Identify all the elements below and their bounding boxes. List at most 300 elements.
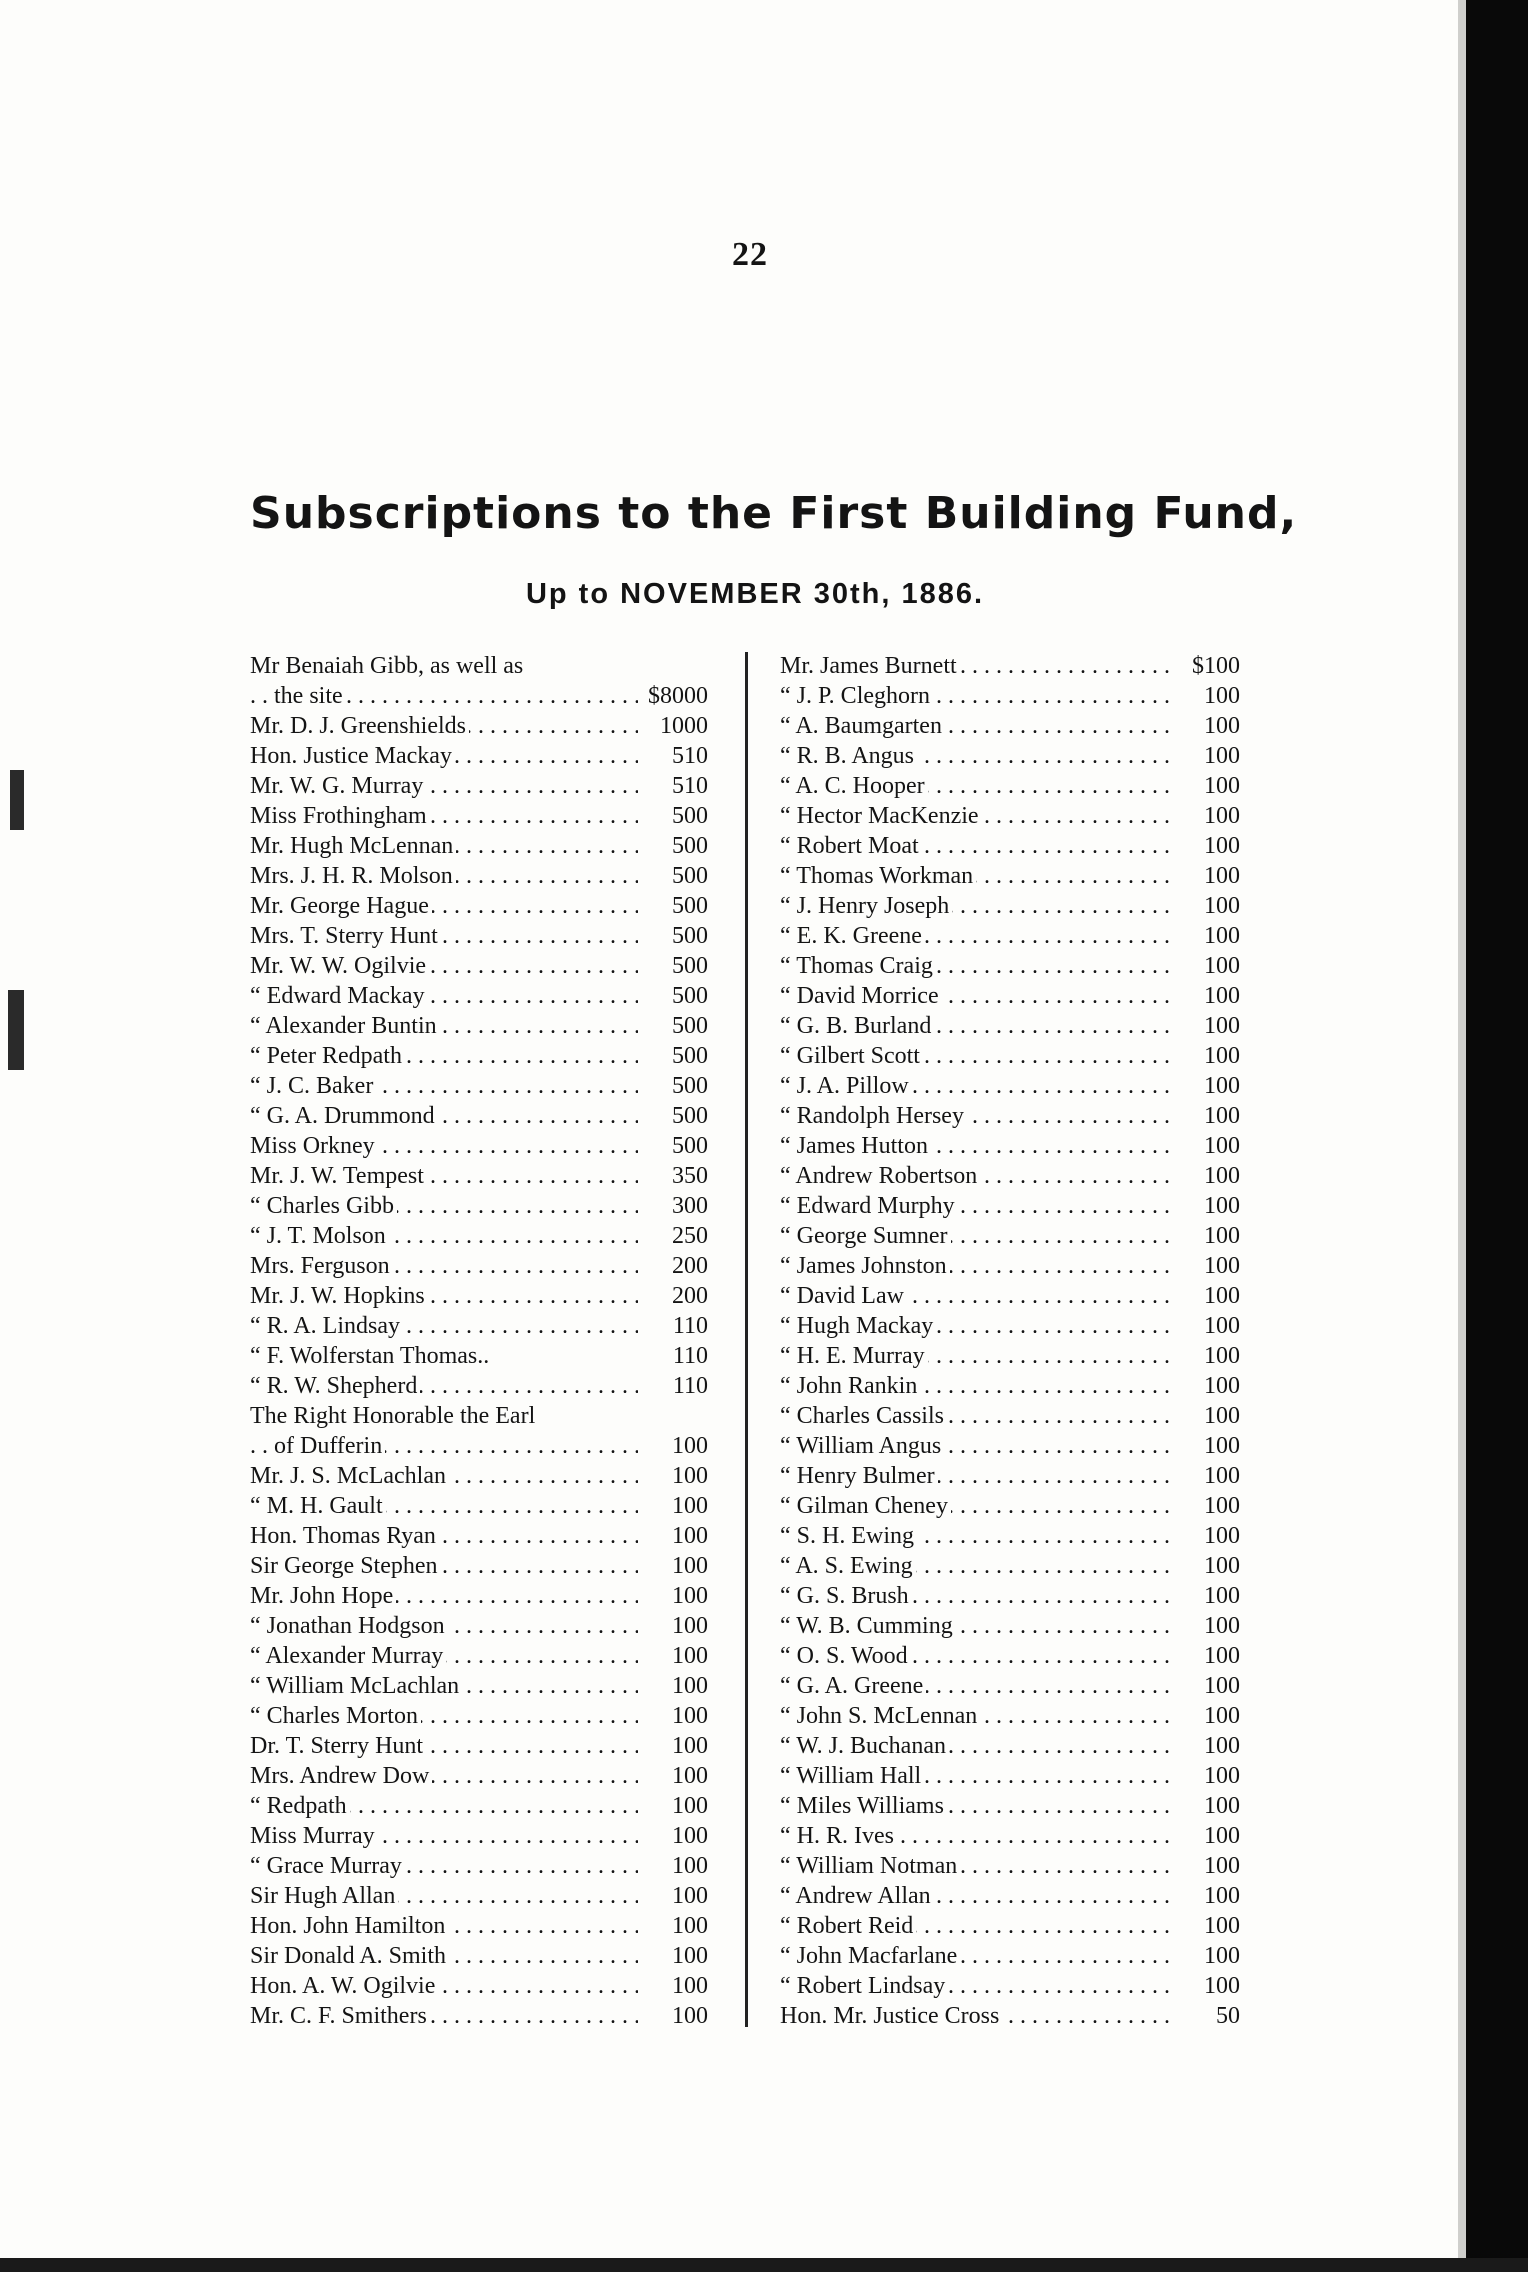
subscription-amount: 100 (638, 1641, 708, 1671)
subscriber-name-text: Mrs. J. H. R. Molson (250, 863, 456, 889)
subscriber-name-text: Miss Frothingham (250, 803, 430, 829)
subscriber-row (250, 1371, 708, 1401)
subscriber-name-text: “ Charles Gibb (250, 1193, 397, 1219)
subscriber-row (250, 1161, 708, 1191)
subscriber-name-text: “ Randolph Hersey (780, 1103, 967, 1129)
scan-artifact (10, 770, 24, 830)
subscriber-row (250, 1341, 708, 1371)
subscriber-row (250, 831, 708, 861)
subscriber-row (250, 1821, 708, 1851)
subscriber-name (250, 1791, 638, 1821)
subscription-amount: 100 (1170, 1671, 1240, 1701)
subscriber-row (780, 801, 1240, 831)
subscriber-name-text: Dr. T. Sterry Hunt (250, 1733, 426, 1759)
subscriber-name-text: “ George Sumner (780, 1223, 951, 1249)
subscriber-name-text: Mr. J. S. McLachlan (250, 1463, 449, 1489)
subscriber-name-text: Mr. J. W. Hopkins (250, 1283, 428, 1309)
subscription-amount: 100 (638, 1761, 708, 1791)
subscriber-name (250, 891, 638, 921)
subscription-amount: 100 (1170, 1971, 1240, 2001)
subscription-amount: 100 (638, 1941, 708, 1971)
subscriber-name-text: the site (274, 683, 346, 709)
subscriber-name-text: “ Miles Williams (780, 1793, 947, 1819)
subscription-amount: 100 (1170, 861, 1240, 891)
subscriber-name (250, 1611, 638, 1641)
subscriber-name (780, 1701, 1170, 1731)
subscription-amount: 110 (638, 1371, 708, 1401)
subscriber-name (250, 1641, 638, 1671)
subscription-amount: 110 (638, 1341, 708, 1371)
subscriber-name (250, 1881, 638, 1911)
subscription-amount: 100 (1170, 1611, 1240, 1641)
subscriber-list-left (250, 651, 708, 2031)
subscriber-name (780, 1581, 1170, 1611)
subscriber-name-text: “ W. B. Cumming (780, 1613, 956, 1639)
subscriber-name-text: Miss Murray (250, 1823, 378, 1849)
subscriber-name (780, 891, 1170, 921)
subscriber-row (250, 801, 708, 831)
subscriber-name (780, 1731, 1170, 1761)
subscriber-row (780, 1191, 1240, 1221)
subscriber-row (780, 921, 1240, 951)
subscriber-row (250, 1041, 708, 1071)
subscriber-name-text: “ S. H. Ewing (780, 1523, 917, 1549)
subscriber-row (250, 2001, 708, 2031)
subscription-amount: 100 (1170, 1791, 1240, 1821)
subscriber-row (780, 1761, 1240, 1791)
subscriber-row (780, 1461, 1240, 1491)
subscription-amount: 100 (1170, 1731, 1240, 1761)
subscriber-name (780, 831, 1170, 861)
subscriber-row (250, 711, 708, 741)
subscriber-name-text: Mr Benaiah Gibb, as well as (250, 653, 526, 679)
subscriber-row (780, 1011, 1240, 1041)
subscriber-name (250, 801, 638, 831)
subscription-amount: 100 (1170, 771, 1240, 801)
subscriber-name-text: “ Grace Murray (250, 1853, 405, 1879)
subscriber-name-text: “ W. J. Buchanan (780, 1733, 949, 1759)
subscriber-name-text: “ Thomas Craig (780, 953, 936, 979)
subscription-amount: 100 (1170, 1851, 1240, 1881)
subscriber-row (250, 1791, 708, 1821)
subscriber-row (250, 1191, 708, 1221)
subscriber-row (250, 1131, 708, 1161)
subscription-amount: $100 (1170, 651, 1240, 681)
subscriber-name-text: Mrs. Andrew Dow (250, 1763, 432, 1789)
subscriber-name (780, 1101, 1170, 1131)
subscription-amount: 100 (638, 1551, 708, 1581)
subscriber-row (250, 921, 708, 951)
subscriber-name-text: “ William McLachlan (250, 1673, 462, 1699)
subscriber-name-text: “ H. R. Ives (780, 1823, 897, 1849)
subscriber-name-text: “ O. S. Wood (780, 1643, 911, 1669)
subscriber-row (250, 771, 708, 801)
subscriber-row (780, 1041, 1240, 1071)
subscriber-row (250, 1971, 708, 2001)
subscriber-row (780, 1071, 1240, 1101)
subscription-amount: 100 (638, 1971, 708, 2001)
subscriber-row (250, 1731, 708, 1761)
subscriber-name (780, 1911, 1170, 1941)
subscription-amount: 250 (638, 1221, 708, 1251)
subscriber-name (250, 1191, 638, 1221)
subscriber-name (250, 831, 638, 861)
subscriber-row (780, 651, 1240, 681)
subscription-amount: 100 (1170, 1161, 1240, 1191)
subscriber-name-text: “ Alexander Buntin (250, 1013, 440, 1039)
subscriber-name-text: “ Henry Bulmer (780, 1463, 938, 1489)
subscription-amount: 100 (1170, 741, 1240, 771)
subscription-amount: 100 (1170, 1281, 1240, 1311)
subscriber-name-text: The Right Honorable the Earl (250, 1403, 538, 1429)
subscriber-name (780, 1881, 1170, 1911)
subscriber-name-text: Hon. A. W. Ogilvie (250, 1973, 438, 1999)
subscriber-name-text: Hon. Justice Mackay (250, 743, 455, 769)
subscriber-name-text: Sir Donald A. Smith (250, 1943, 449, 1969)
subscriber-name-text: “ G. A. Drummond (250, 1103, 438, 1129)
subscriber-name-text: Hon. Thomas Ryan (250, 1523, 439, 1549)
subscriber-row (250, 1551, 708, 1581)
subscriber-name-text: “ Andrew Robertson (780, 1163, 980, 1189)
subscriber-name (780, 981, 1170, 1011)
subscriber-name-text: Mr. James Burnett (780, 653, 960, 679)
subscriber-name (780, 1641, 1170, 1671)
subscriber-row (780, 1401, 1240, 1431)
page-subtitle: Up to NOVEMBER 30th, 1886. (525, 578, 985, 610)
subscriber-name (780, 1341, 1170, 1371)
subscriber-name (780, 771, 1170, 801)
subscriber-name-text: of Dufferin (274, 1433, 385, 1459)
subscriber-name (250, 1011, 638, 1041)
subscriber-name (780, 1461, 1170, 1491)
subscriber-name-text: “ F. Wolferstan Thomas.. (250, 1343, 492, 1369)
subscriber-row (250, 1611, 708, 1641)
subscriber-row (780, 951, 1240, 981)
subscriber-name (250, 1041, 638, 1071)
subscriber-row (780, 1131, 1240, 1161)
subscriber-name (250, 1731, 638, 1761)
subscriber-name (780, 921, 1170, 951)
subscriber-row (780, 1731, 1240, 1761)
subscriber-name-text: Mrs. T. Sterry Hunt (250, 923, 441, 949)
subscriber-row (780, 1791, 1240, 1821)
subscriber-name (780, 1011, 1170, 1041)
subscriber-row (780, 1611, 1240, 1641)
subscriber-row (250, 1101, 708, 1131)
subscriber-name (250, 1521, 638, 1551)
subscriber-name (780, 1311, 1170, 1341)
subscriber-name-text: “ A. C. Hooper (780, 773, 928, 799)
subscriber-name (250, 1821, 638, 1851)
subscriber-name-text: “ M. H. Gault (250, 1493, 386, 1519)
subscription-amount: 510 (638, 771, 708, 801)
subscriber-name-text: “ R. B. Angus (780, 743, 917, 769)
subscription-amount: 500 (638, 1071, 708, 1101)
subscriber-row (780, 1941, 1240, 1971)
subscriber-name (780, 1371, 1170, 1401)
subscriber-row (250, 681, 708, 711)
subscription-amount: 100 (638, 1581, 708, 1611)
subscription-amount: 100 (1170, 1491, 1240, 1521)
subscriber-name-text: Mr. J. W. Tempest (250, 1163, 427, 1189)
subscription-amount: 100 (1170, 1941, 1240, 1971)
subscriber-row (250, 1461, 708, 1491)
subscriber-name-text: “ Charles Cassils (780, 1403, 947, 1429)
subscriber-name-text: “ James Hutton (780, 1133, 931, 1159)
subscription-amount: 100 (1170, 711, 1240, 741)
subscriber-name (780, 951, 1170, 981)
subscription-amount: 300 (638, 1191, 708, 1221)
subscriber-name-text: “ Andrew Allan (780, 1883, 934, 1909)
subscriber-name (250, 1311, 638, 1341)
subscription-amount: 500 (638, 801, 708, 831)
subscriber-row (250, 1581, 708, 1611)
subscription-amount: 100 (1170, 1071, 1240, 1101)
subscriber-name (780, 801, 1170, 831)
subscriber-row (250, 1881, 708, 1911)
subscription-amount: 100 (1170, 1881, 1240, 1911)
subscriber-name-text: “ William Angus (780, 1433, 944, 1459)
subscriber-row (250, 1701, 708, 1731)
subscriber-row (250, 1671, 708, 1701)
subscriber-name-text: “ Peter Redpath (250, 1043, 405, 1069)
subscriber-name (780, 1161, 1170, 1191)
subscriber-name-text: “ William Notman (780, 1853, 960, 1879)
subscriber-row (250, 1941, 708, 1971)
subscription-amount: 100 (1170, 1011, 1240, 1041)
subscriber-name (250, 1131, 638, 1161)
subscriber-name (780, 741, 1170, 771)
subscriber-name (250, 681, 638, 711)
subscriber-name-text: “ J. Henry Joseph (780, 893, 952, 919)
subscription-amount: 500 (638, 831, 708, 861)
subscriber-name (780, 1071, 1170, 1101)
subscriber-name-text: “ J. P. Cleghorn (780, 683, 933, 709)
subscription-amount: 100 (638, 1521, 708, 1551)
subscriber-name (780, 1281, 1170, 1311)
subscription-amount: 500 (638, 981, 708, 1011)
subscriber-name-text: “ H. E. Murray (780, 1343, 928, 1369)
subscription-amount: 500 (638, 861, 708, 891)
subscriber-name-text: “ Robert Lindsay (780, 1973, 948, 1999)
scan-artifact (8, 990, 24, 1070)
subscription-amount: 100 (1170, 1131, 1240, 1161)
subscriber-row (250, 891, 708, 921)
subscriber-name (250, 1251, 638, 1281)
subscriber-name-text: “ Gilbert Scott (780, 1043, 923, 1069)
subscription-amount: 1000 (638, 711, 708, 741)
subscription-amount: 100 (1170, 1341, 1240, 1371)
subscriber-row (780, 681, 1240, 711)
subscriber-name-text: “ William Hall (780, 1763, 924, 1789)
subscriber-row (780, 711, 1240, 741)
subscription-amount: 100 (1170, 1401, 1240, 1431)
subscriber-name (250, 1161, 638, 1191)
subscription-amount: $8000 (638, 681, 708, 711)
subscriber-name (250, 1101, 638, 1131)
subscriber-row (250, 981, 708, 1011)
subscriber-row (250, 1281, 708, 1311)
subscriber-name (780, 1971, 1170, 2001)
subscriber-name (250, 741, 638, 771)
subscription-amount: 100 (1170, 1431, 1240, 1461)
subscriber-row (780, 1971, 1240, 2001)
subscriber-name (250, 1071, 638, 1101)
subscriber-name (780, 1551, 1170, 1581)
subscriber-row (780, 861, 1240, 891)
subscriber-row (780, 981, 1240, 1011)
subscriber-name (250, 1221, 638, 1251)
subscriber-name (250, 1341, 638, 1371)
subscriber-name (780, 1851, 1170, 1881)
subscription-amount: 100 (1170, 1701, 1240, 1731)
subscription-amount: 500 (638, 1131, 708, 1161)
subscriber-name (250, 2001, 638, 2031)
subscriber-name (250, 1941, 638, 1971)
subscriber-name-text: Mr. Hugh McLennan (250, 833, 456, 859)
subscription-amount: 100 (1170, 1041, 1240, 1071)
subscriber-row (250, 1011, 708, 1041)
subscriber-name-text: “ James Johnston (780, 1253, 950, 1279)
subscriber-row (250, 1071, 708, 1101)
subscriber-name-text: Miss Orkney (250, 1133, 378, 1159)
subscriber-row (780, 1311, 1240, 1341)
subscription-amount: 350 (638, 1161, 708, 1191)
subscriber-name-text: “ Edward Mackay (250, 983, 428, 1009)
subscriber-list-right (780, 651, 1240, 2031)
subscriber-name (780, 1941, 1170, 1971)
subscriber-row (780, 891, 1240, 921)
subscriber-name-text: Mr. W. G. Murray (250, 773, 426, 799)
subscription-amount: 100 (1170, 1371, 1240, 1401)
subscriber-name-text: “ A. Baumgarten (780, 713, 945, 739)
subscriber-name-text: Hon. Mr. Justice Cross (780, 2003, 1002, 2029)
subscriber-row (250, 1221, 708, 1251)
book-edge (1466, 0, 1528, 2272)
subscription-amount: 100 (1170, 1521, 1240, 1551)
subscriber-name (250, 951, 638, 981)
subscription-amount: 100 (638, 1491, 708, 1521)
subscriber-name-text: “ G. B. Burland (780, 1013, 934, 1039)
subscription-amount: 100 (638, 1851, 708, 1881)
subscriber-row (780, 1701, 1240, 1731)
subscriber-row (780, 1341, 1240, 1371)
subscriber-name (250, 711, 638, 741)
subscriber-name (780, 2001, 1170, 2031)
subscriber-row (780, 1911, 1240, 1941)
subscriber-name (250, 1761, 638, 1791)
subscriber-name-text: “ Redpath (250, 1793, 350, 1819)
subscriber-name (250, 861, 638, 891)
subscriber-row (250, 1851, 708, 1881)
subscriber-name (780, 1251, 1170, 1281)
subscriber-name-text: “ John Rankin (780, 1373, 920, 1399)
subscriber-name (780, 1191, 1170, 1221)
subscription-amount: 100 (1170, 1551, 1240, 1581)
subscriber-name (250, 771, 638, 801)
subscriber-row (780, 1551, 1240, 1581)
subscriber-name-text: Mr. D. J. Greenshields (250, 713, 469, 739)
subscriber-name-text: Mr. C. F. Smithers (250, 2003, 430, 2029)
subscriber-row (780, 741, 1240, 771)
subscriber-name (780, 1041, 1170, 1071)
subscription-amount: 100 (1170, 1311, 1240, 1341)
subscription-amount: 500 (638, 891, 708, 921)
page-edge-shadow (1458, 0, 1466, 2272)
subscriber-name (250, 1701, 638, 1731)
subscriber-name (780, 1131, 1170, 1161)
subscription-amount: 500 (638, 921, 708, 951)
subscription-amount: 100 (1170, 1641, 1240, 1671)
subscriber-name (780, 1401, 1170, 1431)
subscriber-name (250, 1971, 638, 2001)
subscriber-name-text: “ Jonathan Hodgson (250, 1613, 448, 1639)
subscriber-name (780, 1671, 1170, 1701)
subscriber-name (780, 651, 1170, 681)
subscriber-row (250, 861, 708, 891)
subscription-amount: 200 (638, 1251, 708, 1281)
subscription-amount: 500 (638, 1041, 708, 1071)
subscriber-name (780, 1221, 1170, 1251)
subscription-amount: 100 (1170, 981, 1240, 1011)
subscriber-row (780, 1881, 1240, 1911)
subscriber-row (250, 651, 708, 681)
subscription-amount: 510 (638, 741, 708, 771)
subscriber-name-text: “ R. A. Lindsay (250, 1313, 403, 1339)
subscriber-row (780, 1851, 1240, 1881)
subscription-amount: 500 (638, 1011, 708, 1041)
subscriber-name (250, 1911, 638, 1941)
page-title: Subscriptions to the First Building Fund, (250, 488, 1298, 539)
subscriber-name (780, 1521, 1170, 1551)
subscriber-row (780, 1281, 1240, 1311)
subscription-amount: 100 (1170, 1221, 1240, 1251)
subscription-amount: 100 (1170, 681, 1240, 711)
subscription-amount: 50 (1170, 2001, 1240, 2031)
subscription-amount: 110 (638, 1311, 708, 1341)
subscriber-row (780, 1491, 1240, 1521)
subscriber-name (780, 861, 1170, 891)
subscriber-name-text: Mrs. Ferguson (250, 1253, 393, 1279)
subscription-amount: 100 (638, 1791, 708, 1821)
subscriber-row (250, 1251, 708, 1281)
subscription-amount: 500 (638, 951, 708, 981)
subscriber-name (250, 1491, 638, 1521)
subscriber-name-text: “ Hector MacKenzie (780, 803, 982, 829)
page-number: 22 (732, 236, 768, 273)
subscriber-name (780, 1791, 1170, 1821)
subscription-amount: 100 (1170, 1761, 1240, 1791)
subscriber-row (780, 1641, 1240, 1671)
subscriber-name-text: “ J. A. Pillow (780, 1073, 912, 1099)
subscriber-row (780, 1581, 1240, 1611)
subscriber-name (250, 1671, 638, 1701)
subscriber-name-text: “ G. S. Brush (780, 1583, 912, 1609)
subscription-amount: 100 (638, 1431, 708, 1461)
subscriber-row (780, 1431, 1240, 1461)
subscriber-row (250, 1641, 708, 1671)
subscriber-name-text: “ E. K. Greene (780, 923, 925, 949)
subscriber-row (780, 1101, 1240, 1131)
subscription-amount: 100 (638, 1881, 708, 1911)
subscriber-row (780, 1371, 1240, 1401)
subscription-amount: 100 (638, 1911, 708, 1941)
subscription-amount: 100 (1170, 1251, 1240, 1281)
column-divider (745, 652, 748, 2027)
subscription-amount: 200 (638, 1281, 708, 1311)
subscriber-name-text: “ Gilman Cheney (780, 1493, 951, 1519)
subscription-amount: 100 (638, 2001, 708, 2031)
